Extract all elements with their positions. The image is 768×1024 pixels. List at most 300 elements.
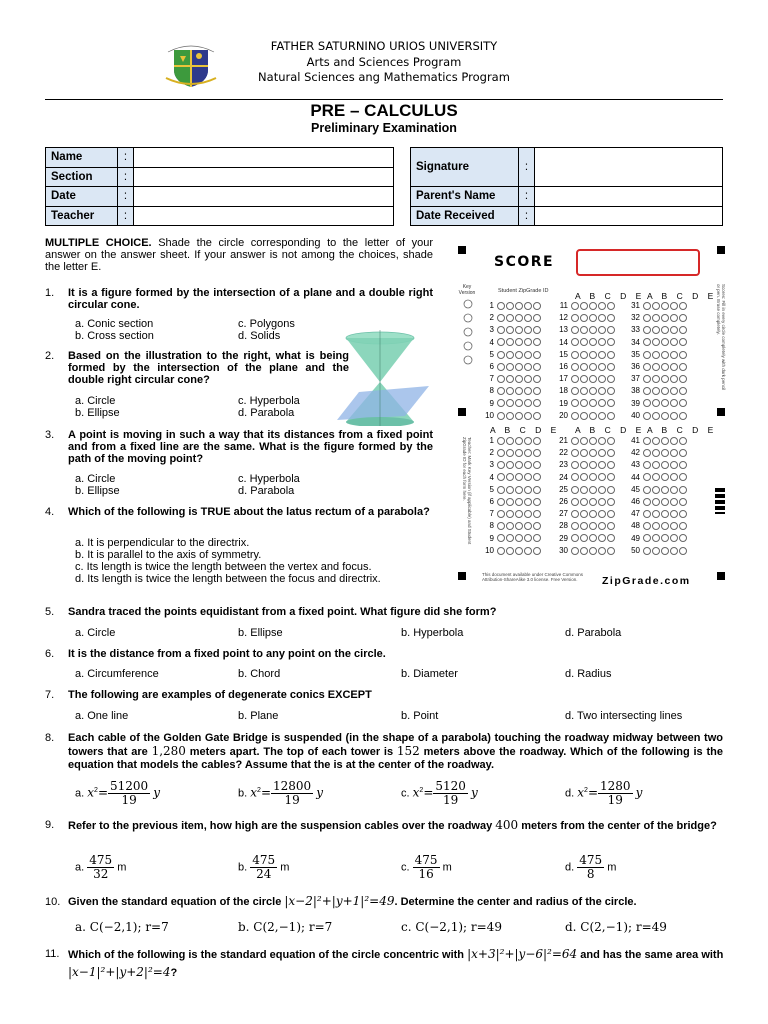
answer-bubble[interactable]: [607, 302, 615, 310]
answer-bubble[interactable]: [515, 510, 523, 518]
answer-bubble[interactable]: [652, 375, 660, 383]
q6-option-b[interactable]: b. Chord: [238, 668, 281, 680]
answer-bubble[interactable]: [670, 473, 678, 481]
answer-bubble[interactable]: [589, 326, 597, 334]
answer-bubble[interactable]: [580, 461, 588, 469]
answer-bubble[interactable]: [497, 351, 505, 359]
q6-option-a[interactable]: a. Circumference: [75, 668, 159, 680]
score-box[interactable]: [576, 249, 700, 276]
answer-bubble[interactable]: [524, 302, 532, 310]
answer-bubble[interactable]: [661, 498, 669, 506]
answer-bubble[interactable]: [643, 363, 651, 371]
answer-bubble[interactable]: [571, 437, 579, 445]
answer-bubble[interactable]: [506, 363, 514, 371]
answer-bubble[interactable]: [571, 326, 579, 334]
answer-bubble[interactable]: [497, 486, 505, 494]
answer-bubble[interactable]: [497, 437, 505, 445]
answer-bubble[interactable]: [661, 363, 669, 371]
answer-bubble[interactable]: [652, 326, 660, 334]
answer-bubble[interactable]: [580, 510, 588, 518]
q7-option-d[interactable]: d. Two intersecting lines: [565, 710, 683, 722]
teacher-field[interactable]: [134, 206, 394, 226]
answer-bubble[interactable]: [598, 437, 606, 445]
answer-bubble[interactable]: [533, 363, 541, 371]
answer-bubble[interactable]: [497, 547, 505, 555]
answer-bubble[interactable]: [497, 387, 505, 395]
answer-bubble[interactable]: [598, 486, 606, 494]
answer-bubble[interactable]: [661, 375, 669, 383]
q1-option-c[interactable]: c. Polygons: [238, 318, 295, 330]
answer-bubble[interactable]: [643, 399, 651, 407]
answer-bubble[interactable]: [607, 486, 615, 494]
answer-bubble[interactable]: [643, 338, 651, 346]
answer-bubble[interactable]: [598, 534, 606, 542]
answer-bubble[interactable]: [670, 522, 678, 530]
q5-option-b[interactable]: b. Ellipse: [238, 627, 283, 639]
answer-bubble[interactable]: [679, 534, 687, 542]
answer-bubble[interactable]: [607, 510, 615, 518]
answer-bubble[interactable]: [515, 534, 523, 542]
answer-bubble[interactable]: [524, 399, 532, 407]
answer-bubble[interactable]: [580, 375, 588, 383]
answer-bubble[interactable]: [524, 314, 532, 322]
answer-bubble[interactable]: [524, 534, 532, 542]
q9-option-a[interactable]: [75, 854, 126, 881]
answer-bubble[interactable]: [571, 498, 579, 506]
answer-bubble[interactable]: [607, 522, 615, 530]
q1-option-d[interactable]: d. Solids: [238, 330, 281, 342]
answer-bubble[interactable]: [643, 510, 651, 518]
answer-bubble[interactable]: [497, 473, 505, 481]
answer-bubble[interactable]: [580, 412, 588, 420]
answer-bubble[interactable]: [506, 338, 514, 346]
answer-bubble[interactable]: [607, 338, 615, 346]
answer-bubble[interactable]: [571, 387, 579, 395]
answer-bubble[interactable]: [524, 498, 532, 506]
answer-bubble[interactable]: [652, 338, 660, 346]
answer-bubble[interactable]: [589, 498, 597, 506]
answer-bubble[interactable]: [652, 461, 660, 469]
name-field[interactable]: [134, 148, 394, 168]
answer-bubble[interactable]: [589, 363, 597, 371]
answer-bubble[interactable]: [598, 461, 606, 469]
answer-bubble[interactable]: [598, 399, 606, 407]
answer-bubble[interactable]: [497, 498, 505, 506]
q7-option-b[interactable]: b. Plane: [238, 710, 279, 722]
answer-bubble[interactable]: [571, 363, 579, 371]
answer-bubble[interactable]: [679, 449, 687, 457]
answer-bubble[interactable]: [571, 534, 579, 542]
answer-bubble[interactable]: [497, 449, 505, 457]
answer-bubble[interactable]: [580, 351, 588, 359]
answer-bubble[interactable]: [607, 547, 615, 555]
answer-bubble[interactable]: [670, 412, 678, 420]
answer-bubble[interactable]: [589, 449, 597, 457]
answer-bubble[interactable]: [589, 473, 597, 481]
answer-bubble[interactable]: [580, 473, 588, 481]
answer-bubble[interactable]: [524, 510, 532, 518]
answer-bubble[interactable]: [652, 522, 660, 530]
answer-bubble[interactable]: [589, 461, 597, 469]
q9-option-c[interactable]: [401, 854, 452, 881]
answer-bubble[interactable]: [533, 486, 541, 494]
answer-bubble[interactable]: [643, 461, 651, 469]
answer-bubble[interactable]: [652, 399, 660, 407]
answer-bubble[interactable]: [670, 375, 678, 383]
answer-bubble[interactable]: [679, 399, 687, 407]
answer-bubble[interactable]: [598, 351, 606, 359]
answer-bubble[interactable]: [589, 522, 597, 530]
answer-bubble[interactable]: [598, 473, 606, 481]
answer-bubble[interactable]: [506, 437, 514, 445]
answer-bubble[interactable]: [571, 302, 579, 310]
answer-bubble[interactable]: [580, 338, 588, 346]
answer-bubble[interactable]: [652, 302, 660, 310]
answer-bubble[interactable]: [679, 473, 687, 481]
answer-bubble[interactable]: [679, 363, 687, 371]
answer-bubble[interactable]: [580, 363, 588, 371]
answer-bubble[interactable]: [571, 510, 579, 518]
answer-bubble[interactable]: [679, 387, 687, 395]
answer-bubble[interactable]: [661, 534, 669, 542]
answer-bubble[interactable]: [533, 473, 541, 481]
answer-bubble[interactable]: [524, 486, 532, 494]
answer-bubble[interactable]: [607, 363, 615, 371]
answer-bubble[interactable]: [515, 473, 523, 481]
answer-bubble[interactable]: [589, 510, 597, 518]
answer-bubble[interactable]: [524, 363, 532, 371]
answer-bubble[interactable]: [589, 302, 597, 310]
answer-bubble[interactable]: [589, 387, 597, 395]
answer-bubble[interactable]: [679, 547, 687, 555]
answer-bubble[interactable]: [515, 314, 523, 322]
answer-bubble[interactable]: [524, 351, 532, 359]
answer-bubble[interactable]: [515, 412, 523, 420]
answer-bubble[interactable]: [652, 363, 660, 371]
answer-bubble[interactable]: [607, 534, 615, 542]
answer-bubble[interactable]: [661, 387, 669, 395]
answer-bubble[interactable]: [670, 437, 678, 445]
answer-bubble[interactable]: [598, 412, 606, 420]
answer-bubble[interactable]: [524, 449, 532, 457]
answer-bubble[interactable]: [643, 375, 651, 383]
answer-bubble[interactable]: [652, 534, 660, 542]
answer-bubble[interactable]: [652, 510, 660, 518]
q4-option-d[interactable]: d. Its length is twice the length between the focus and directrix.: [75, 573, 381, 585]
answer-bubble[interactable]: [607, 375, 615, 383]
answer-bubble[interactable]: [661, 314, 669, 322]
answer-bubble[interactable]: [533, 498, 541, 506]
answer-bubble[interactable]: [652, 351, 660, 359]
answer-bubble[interactable]: [589, 351, 597, 359]
answer-bubble[interactable]: [679, 351, 687, 359]
answer-bubble[interactable]: [533, 437, 541, 445]
answer-bubble[interactable]: [571, 547, 579, 555]
answer-bubble[interactable]: [652, 547, 660, 555]
answer-bubble[interactable]: [598, 449, 606, 457]
answer-bubble[interactable]: [670, 326, 678, 334]
answer-bubble[interactable]: [661, 351, 669, 359]
q7-option-a[interactable]: a. One line: [75, 710, 129, 722]
answer-bubble[interactable]: [571, 473, 579, 481]
answer-bubble[interactable]: [533, 314, 541, 322]
answer-bubble[interactable]: [580, 314, 588, 322]
answer-bubble[interactable]: [598, 510, 606, 518]
answer-bubble[interactable]: [580, 387, 588, 395]
q8-option-b[interactable]: b. $x^2=$ $\frac{12800}{19}$ y: [238, 779, 324, 807]
answer-bubble[interactable]: [506, 302, 514, 310]
answer-bubble[interactable]: [607, 387, 615, 395]
answer-bubble[interactable]: [598, 363, 606, 371]
answer-bubble[interactable]: [524, 412, 532, 420]
q10-option-c[interactable]: [401, 920, 502, 934]
answer-bubble[interactable]: [643, 534, 651, 542]
answer-bubble[interactable]: [652, 412, 660, 420]
answer-bubble[interactable]: [661, 449, 669, 457]
answer-bubble[interactable]: [643, 522, 651, 530]
answer-bubble[interactable]: [661, 461, 669, 469]
q5-option-d[interactable]: d. Parabola: [565, 627, 622, 639]
answer-bubble[interactable]: [598, 326, 606, 334]
answer-bubble[interactable]: [506, 351, 514, 359]
answer-bubble[interactable]: [670, 338, 678, 346]
answer-bubble[interactable]: [524, 473, 532, 481]
answer-bubble[interactable]: [571, 351, 579, 359]
answer-bubble[interactable]: [533, 547, 541, 555]
answer-bubble[interactable]: [571, 338, 579, 346]
answer-bubble[interactable]: [661, 338, 669, 346]
answer-bubble[interactable]: [643, 326, 651, 334]
answer-bubble[interactable]: [607, 399, 615, 407]
answer-bubble[interactable]: [643, 547, 651, 555]
answer-bubble[interactable]: [533, 449, 541, 457]
answer-bubble[interactable]: [598, 338, 606, 346]
answer-bubble[interactable]: [643, 498, 651, 506]
answer-bubble[interactable]: [571, 412, 579, 420]
answer-bubble[interactable]: [497, 461, 505, 469]
answer-bubble[interactable]: [506, 510, 514, 518]
answer-bubble[interactable]: [652, 387, 660, 395]
answer-bubble[interactable]: [679, 375, 687, 383]
answer-bubble[interactable]: [497, 375, 505, 383]
answer-bubble[interactable]: [643, 437, 651, 445]
answer-bubble[interactable]: [607, 314, 615, 322]
answer-bubble[interactable]: [589, 534, 597, 542]
answer-bubble[interactable]: [524, 522, 532, 530]
answer-bubble[interactable]: [580, 498, 588, 506]
answer-bubble[interactable]: [652, 314, 660, 322]
answer-bubble[interactable]: [497, 314, 505, 322]
answer-bubble[interactable]: [643, 412, 651, 420]
answer-bubble[interactable]: [598, 314, 606, 322]
section-field[interactable]: [134, 167, 394, 187]
answer-bubble[interactable]: [497, 534, 505, 542]
answer-bubble[interactable]: [515, 399, 523, 407]
answer-bubble[interactable]: [571, 486, 579, 494]
q3-option-d[interactable]: d. Parabola: [238, 485, 295, 497]
q8-option-c[interactable]: c. $x^2=$ $\frac{5120}{19}$ y: [401, 779, 478, 807]
answer-bubble[interactable]: [661, 473, 669, 481]
q8-option-d[interactable]: d. $x^2=$ $\frac{1280}{19}$ y: [565, 779, 643, 807]
answer-bubble[interactable]: [506, 547, 514, 555]
answer-bubble[interactable]: [643, 387, 651, 395]
answer-bubble[interactable]: [661, 510, 669, 518]
answer-bubble[interactable]: [571, 375, 579, 383]
answer-bubble[interactable]: [571, 399, 579, 407]
q2-option-a[interactable]: a. Circle: [75, 395, 116, 407]
q5-option-a[interactable]: a. Circle: [75, 627, 116, 639]
answer-bubble[interactable]: [506, 412, 514, 420]
answer-bubble[interactable]: [515, 461, 523, 469]
q2-option-b[interactable]: b. Ellipse: [75, 407, 120, 419]
answer-bubble[interactable]: [589, 412, 597, 420]
q6-option-d[interactable]: d. Radius: [565, 668, 612, 680]
q8-option-a[interactable]: a. $x^2=$ $\frac{51200}{19}$ y: [75, 779, 161, 807]
answer-bubble[interactable]: [515, 351, 523, 359]
answer-bubble[interactable]: [580, 486, 588, 494]
q3-option-a[interactable]: a. Circle: [75, 473, 116, 485]
answer-bubble[interactable]: [670, 387, 678, 395]
answer-bubble[interactable]: [679, 326, 687, 334]
answer-bubble[interactable]: [571, 461, 579, 469]
answer-bubble[interactable]: [607, 437, 615, 445]
answer-bubble[interactable]: [580, 522, 588, 530]
answer-bubble[interactable]: [533, 510, 541, 518]
answer-bubble[interactable]: [571, 522, 579, 530]
answer-bubble[interactable]: [598, 387, 606, 395]
answer-bubble[interactable]: [598, 375, 606, 383]
answer-bubble[interactable]: [515, 302, 523, 310]
answer-bubble[interactable]: [533, 412, 541, 420]
answer-bubble[interactable]: [589, 375, 597, 383]
answer-bubble[interactable]: [533, 338, 541, 346]
answer-bubble[interactable]: [643, 486, 651, 494]
answer-bubble[interactable]: [679, 498, 687, 506]
answer-bubble[interactable]: [506, 449, 514, 457]
answer-bubble[interactable]: [598, 498, 606, 506]
answer-bubble[interactable]: [533, 522, 541, 530]
answer-bubble[interactable]: [652, 473, 660, 481]
answer-bubble[interactable]: [506, 375, 514, 383]
answer-bubble[interactable]: [670, 534, 678, 542]
answer-bubble[interactable]: [607, 449, 615, 457]
answer-bubble[interactable]: [497, 522, 505, 530]
q3-option-c[interactable]: c. Hyperbola: [238, 473, 300, 485]
answer-bubble[interactable]: [506, 461, 514, 469]
answer-bubble[interactable]: [524, 387, 532, 395]
answer-bubble[interactable]: [679, 437, 687, 445]
answer-bubble[interactable]: [580, 326, 588, 334]
answer-bubble[interactable]: [670, 302, 678, 310]
answer-bubble[interactable]: [652, 486, 660, 494]
q4-option-a[interactable]: a. It is perpendicular to the directrix.: [75, 537, 250, 549]
answer-bubble[interactable]: [598, 302, 606, 310]
answer-bubble[interactable]: [580, 547, 588, 555]
answer-bubble[interactable]: [506, 314, 514, 322]
answer-bubble[interactable]: [533, 399, 541, 407]
answer-bubble[interactable]: [670, 449, 678, 457]
answer-bubble[interactable]: [533, 534, 541, 542]
q2-option-c[interactable]: c. Hyperbola: [238, 395, 300, 407]
answer-bubble[interactable]: [571, 314, 579, 322]
answer-bubble[interactable]: [607, 473, 615, 481]
answer-bubble[interactable]: [679, 510, 687, 518]
answer-bubble[interactable]: [661, 302, 669, 310]
answer-bubble[interactable]: [515, 498, 523, 506]
answer-bubble[interactable]: [661, 522, 669, 530]
answer-bubble[interactable]: [571, 449, 579, 457]
answer-bubble[interactable]: [661, 437, 669, 445]
answer-bubble[interactable]: [580, 302, 588, 310]
answer-bubble[interactable]: [607, 351, 615, 359]
answer-bubble[interactable]: [652, 498, 660, 506]
answer-bubble[interactable]: [679, 314, 687, 322]
answer-bubble[interactable]: [607, 412, 615, 420]
answer-bubble[interactable]: [533, 302, 541, 310]
answer-bubble[interactable]: [515, 387, 523, 395]
q9-option-b[interactable]: [238, 854, 289, 881]
answer-bubble[interactable]: [533, 461, 541, 469]
answer-bubble[interactable]: [515, 338, 523, 346]
q3-option-b[interactable]: b. Ellipse: [75, 485, 120, 497]
answer-bubble[interactable]: [643, 314, 651, 322]
q7-option-c[interactable]: b. Point: [401, 710, 439, 722]
q10-option-a[interactable]: [75, 920, 169, 934]
answer-bubble[interactable]: [497, 363, 505, 371]
answer-bubble[interactable]: [506, 326, 514, 334]
answer-bubble[interactable]: [515, 437, 523, 445]
date-received-field[interactable]: [535, 206, 723, 226]
answer-bubble[interactable]: [524, 375, 532, 383]
answer-bubble[interactable]: [497, 338, 505, 346]
answer-bubble[interactable]: [524, 547, 532, 555]
answer-bubble[interactable]: [670, 314, 678, 322]
answer-bubble[interactable]: [515, 486, 523, 494]
answer-bubble[interactable]: [506, 486, 514, 494]
answer-bubble[interactable]: [506, 387, 514, 395]
q10-option-d[interactable]: [565, 920, 667, 934]
answer-bubble[interactable]: [580, 399, 588, 407]
signature-field[interactable]: [535, 148, 723, 187]
answer-bubble[interactable]: [515, 522, 523, 530]
answer-bubble[interactable]: [533, 326, 541, 334]
answer-bubble[interactable]: [661, 486, 669, 494]
answer-bubble[interactable]: [643, 351, 651, 359]
answer-bubble[interactable]: [515, 326, 523, 334]
answer-bubble[interactable]: [643, 473, 651, 481]
answer-bubble[interactable]: [643, 449, 651, 457]
answer-bubble[interactable]: [497, 302, 505, 310]
q5-option-c[interactable]: b. Hyperbola: [401, 627, 464, 639]
answer-bubble[interactable]: [497, 412, 505, 420]
answer-bubble[interactable]: [515, 375, 523, 383]
answer-bubble[interactable]: [515, 363, 523, 371]
date-field[interactable]: [134, 187, 394, 207]
answer-bubble[interactable]: [506, 522, 514, 530]
q9-option-d[interactable]: [565, 854, 616, 881]
answer-bubble[interactable]: [533, 351, 541, 359]
answer-bubble[interactable]: [515, 547, 523, 555]
answer-bubble[interactable]: [670, 363, 678, 371]
answer-bubble[interactable]: [497, 326, 505, 334]
answer-bubble[interactable]: [524, 437, 532, 445]
answer-bubble[interactable]: [533, 375, 541, 383]
q1-option-a[interactable]: a. Conic section: [75, 318, 154, 330]
answer-bubble[interactable]: [580, 534, 588, 542]
answer-bubble[interactable]: [661, 326, 669, 334]
answer-bubble[interactable]: [661, 399, 669, 407]
answer-bubble[interactable]: [598, 522, 606, 530]
